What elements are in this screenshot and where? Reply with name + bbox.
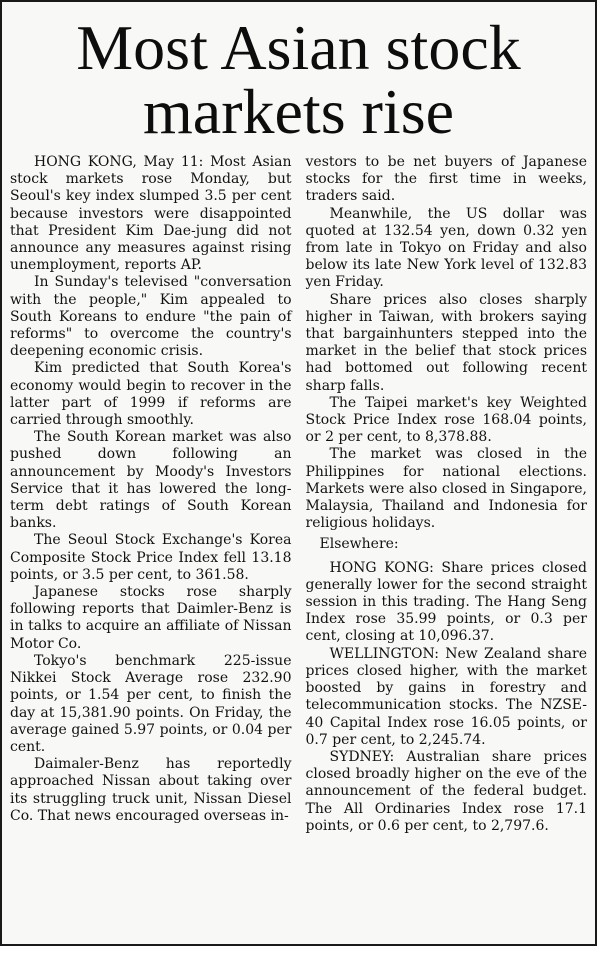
paragraph: WELLINGTON: New Zealand share prices closed higher, with the market boosted by gains in forestry and telecommunication stocks. The NZSE-40 Capital Index rose 16.05 points, or 0.7 per cent, to 2,245.74. [305, 645, 587, 748]
article-body [10, 154, 587, 940]
headline [2, 2, 595, 147]
elsewhere-subhead: Elsewhere: [319, 536, 399, 553]
paragraph: Meanwhile, the US dollar was quoted at 132.54 yen, down 0.32 yen from late in Tokyo on Friday and also below its late New York level of 132.83 yen Friday. [305, 205, 587, 291]
paragraph: In Sunday's televised "conversation with the people," Kim appealed to South Koreans to endure "the pain of reforms" to overcome the country's deepening economic crisis. [10, 274, 292, 360]
paragraph: Daimaler-Benz has reportedly approached Nissan about taking over its struggling truck unit, Nissan Diesel Co. That news encouraged overseas in- [10, 756, 292, 824]
article-column-left [10, 154, 292, 940]
paragraph: HONG KONG: Share prices closed generally lower for the second straight session in this trading. The Hang Seng Index rose 35.99 points, or 0.3 per cent, closing at 10,096.37. [305, 559, 587, 645]
paragraph: Tokyo's benchmark 225-issue Nikkei Stock Average rose 232.90 points, or 1.54 per cent, to finish the day at 15,381.90 points. On Friday, the average gained 5.97 points, or 0.04 per cent. [10, 652, 292, 755]
paragraph: HONG KONG, May 11: Most Asian stock markets rose Monday, but Seoul's key index slumped 3.5 per cent because investors were disappointed that President Kim Dae-jung did not announce any measures against rising unemployment, reports AP. [10, 154, 292, 274]
paragraph: The Taipei market's key Weighted Stock Price Index rose 168.04 points, or 2 per cent, to 8,378.88. [305, 394, 587, 446]
paragraph: vestors to be net buyers of Japanese stocks for the first time in weeks, traders said. [305, 154, 587, 205]
paragraph: Kim predicted that South Korea's economy would begin to recover in the latter part of 1999 if reforms are carried through smoothly. [10, 360, 292, 429]
headline-line-1: Most Asian stock [76, 12, 521, 83]
paragraph: Japanese stocks rose sharply following reports that Daimler-Benz is in talks to acquire an affiliate of Nissan Motor Co. [10, 584, 292, 652]
paragraph: SYDNEY: Australian share prices closed broadly higher on the eve of the announcement of the federal budget. The All Ordinaries Index rose 17.1 points, or 0.6 per cent, to 2,797.6. [305, 748, 587, 834]
article-column-right [306, 154, 588, 940]
headline-line-2: markets rise [143, 76, 454, 147]
paragraph: The Seoul Stock Exchange's Korea Composite Stock Price Index fell 13.18 points, or 3.5 per cent, to 361.58. [10, 532, 292, 583]
paragraph: The South Korean market was also pushed down following an announcement by Moody's Investors Service that it has lowered the long-term debt ratings of South Korean banks. [10, 429, 292, 532]
paragraph: Share prices also closes sharply higher in Taiwan, with brokers saying that bargainhunters stepped into the market in the belief that stock prices had bottomed out following recent sharp falls. [305, 291, 587, 394]
paragraph: The market was closed in the Philippines for national elections. Markets were also closed in Singapore, Malaysia, Thailand and Indonesia for religious holidays. [305, 446, 587, 532]
